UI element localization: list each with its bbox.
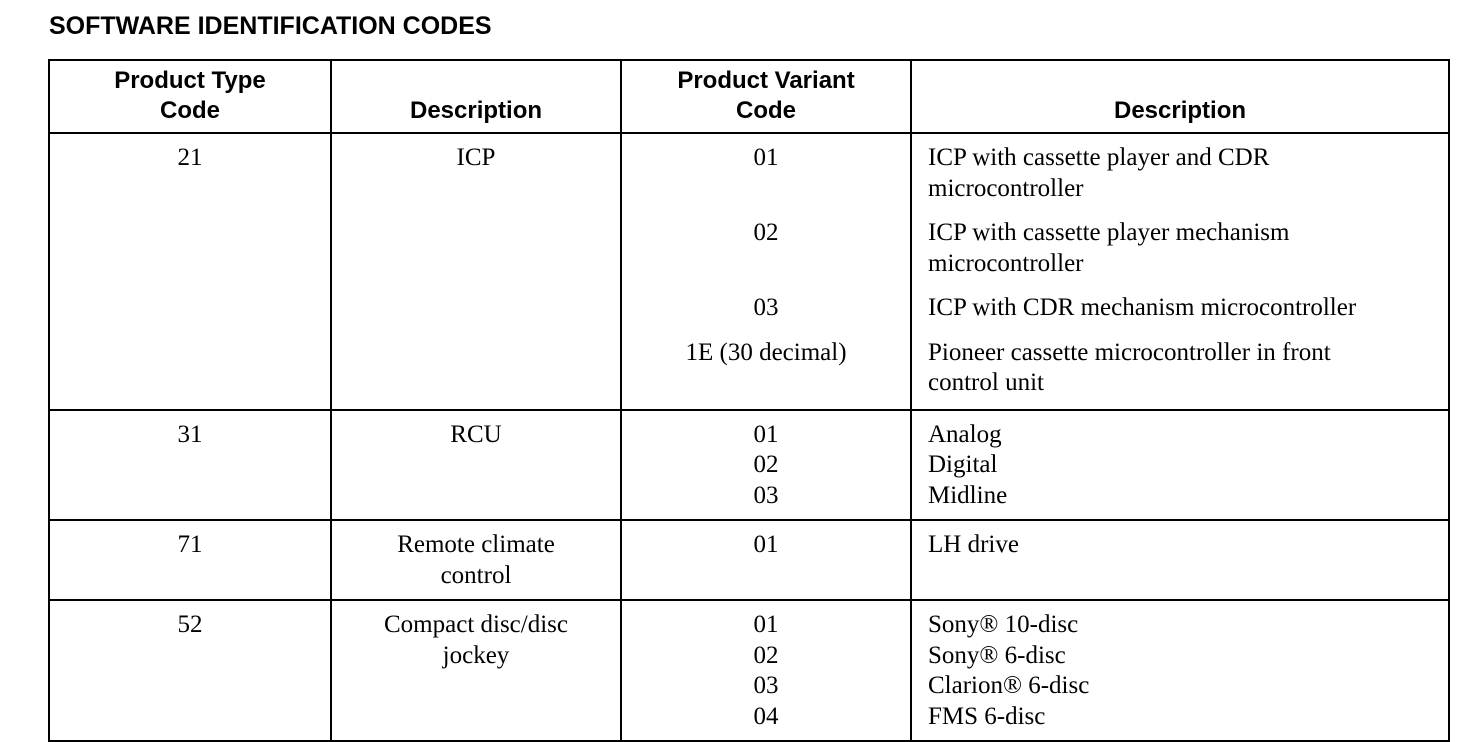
variant-code-block [622,671,910,702]
variant-code: 01 [753,420,779,448]
variant-code-block [622,610,910,641]
header-line: Code [736,97,796,124]
type-description-line: RCU [450,420,502,448]
type-description-cell [331,520,621,600]
variant-code: 01 [753,531,779,558]
type-description-line: Remote climate [397,531,555,558]
product-variant-code-cell [621,600,911,741]
variant-code-block [622,293,910,324]
line-filler [622,249,910,280]
variant-description-block [928,530,1448,561]
product-variant-code-cell [621,520,911,600]
variant-description-line: Clarion® 6-disc [928,672,1090,699]
variant-code-block [622,338,910,399]
type-description-line: control [440,561,512,589]
table-row [49,520,1449,600]
row-spacer [928,204,1448,218]
variant-description-line: Analog [928,420,1002,448]
header-product-variant-code [621,60,911,133]
variant-code: 04 [753,702,779,730]
header-line: Product Variant [677,67,855,94]
variant-code: 01 [753,611,779,638]
variant-code-block [622,143,910,204]
variant-code: 02 [753,219,779,246]
variant-description-line: microcontroller [928,174,1084,202]
variant-code-block [622,420,910,451]
variant-description-line: ICP with cassette player mechanism [928,219,1290,246]
row-spacer [622,204,910,218]
type-description-cell [331,133,621,410]
row-spacer [928,324,1448,338]
variant-description-cell [911,600,1449,741]
variant-description-block [928,610,1448,641]
variant-description-block [928,293,1448,324]
type-description-line: Compact disc/disc [384,611,568,638]
row-spacer [622,324,910,338]
variant-description-block [928,481,1448,512]
row-spacer [622,279,910,293]
variant-description-block [928,450,1448,481]
variant-description-line: ICP with CDR mechanism microcontroller [928,294,1357,321]
row-spacer [928,279,1448,293]
header-line: Description [1113,97,1247,124]
header-type-description [331,60,621,133]
product-type-code: 52 [177,611,203,638]
table-row [49,600,1449,741]
type-description-line: jockey [442,641,510,669]
type-description-cell [331,600,621,741]
variant-description-line: microcontroller [928,249,1084,277]
variant-description-block [928,338,1448,399]
header-line: Code [160,97,220,124]
variant-description-block [928,671,1448,702]
variant-code-block [622,530,910,561]
variant-description-line: Midline [928,481,1008,509]
product-variant-code-cell [621,410,911,521]
variant-code-block [622,218,910,279]
variant-description-block [928,420,1448,451]
variant-code: 03 [753,672,779,699]
product-type-code-cell [49,520,331,600]
variant-description-cell [911,133,1449,410]
variant-code: 03 [753,294,779,321]
variant-description-block [928,143,1448,204]
product-type-code-cell [49,133,331,410]
table-body [49,133,1449,741]
software-identification-codes-table [48,59,1450,742]
variant-code-block [622,481,910,512]
variant-description-line: Digital [928,451,998,478]
variant-description-block [928,641,1448,672]
product-type-code: 71 [177,531,203,558]
variant-description-block [928,702,1448,733]
variant-code: 1E (30 decimal) [685,338,847,366]
variant-code: 01 [753,144,779,171]
variant-code-block [622,450,910,481]
variant-description-line: LH drive [928,531,1019,558]
variant-description-line: FMS 6-disc [928,702,1046,730]
line-filler [622,368,910,399]
variant-description-line: Sony® 10-disc [928,611,1079,638]
table-row [49,133,1449,410]
product-type-code: 21 [177,144,203,171]
header-line: Description [409,97,543,124]
variant-description-block [928,218,1448,279]
line-filler [622,174,910,205]
variant-description-line: Sony® 6-disc [928,641,1066,669]
variant-description-line: control unit [928,369,1044,396]
table-row [49,410,1449,521]
variant-code-block [622,641,910,672]
product-variant-code-cell [621,133,911,410]
variant-code: 03 [753,481,779,509]
variant-description-line: ICP with cassette player and CDR [928,144,1270,171]
page-title: SOFTWARE IDENTIFICATION CODES [49,12,492,40]
header-product-type-code [49,60,331,133]
variant-code-block [622,702,910,733]
variant-code: 02 [753,641,779,669]
variant-description-cell [911,410,1449,521]
header-variant-description [911,60,1449,133]
variant-description-cell [911,520,1449,600]
type-description-line: ICP [456,144,496,171]
variant-code: 02 [753,451,779,478]
type-description-cell [331,410,621,521]
product-type-code-cell [49,600,331,741]
product-type-code-cell [49,410,331,521]
header-line: Product Type [114,67,266,94]
product-type-code: 31 [177,420,203,448]
variant-description-line: Pioneer cassette microcontroller in front [928,338,1331,366]
table-header-row [49,60,1449,133]
